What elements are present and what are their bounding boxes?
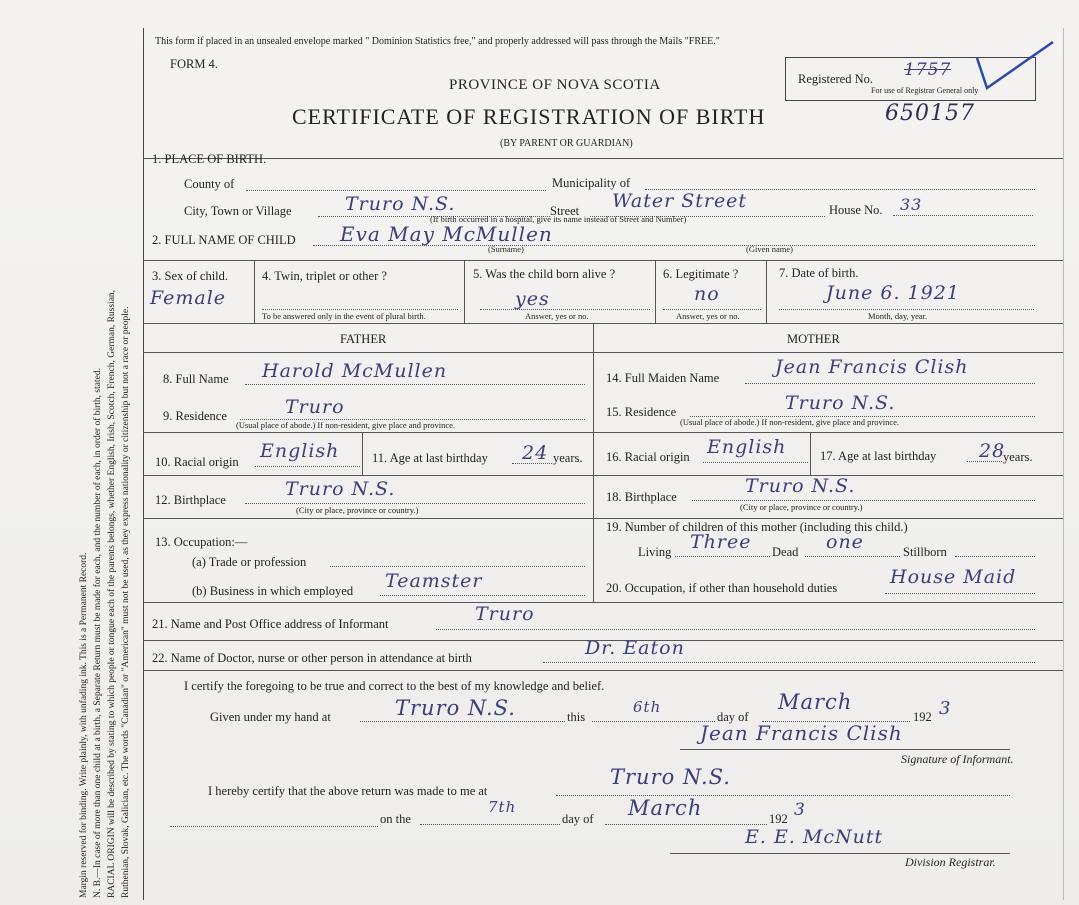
certificate-title: CERTIFICATE OF REGISTRATION OF BIRTH: [292, 104, 766, 129]
alive-label: 5. Was the child born alive ?: [473, 267, 616, 281]
divider: [766, 260, 767, 323]
alive-value: yes: [515, 288, 550, 310]
sex-label: 3. Sex of child.: [152, 269, 229, 283]
business-value: Teamster: [385, 570, 483, 592]
mother-residence-value: Truro N.S.: [785, 392, 896, 414]
living-value: Three: [690, 531, 752, 553]
rule: [245, 503, 585, 504]
certify-day-of-label: day of: [717, 710, 749, 724]
mother-birthplace-note: (City or place, province or country.): [740, 502, 863, 512]
registrar-year-prefix: 192: [769, 812, 788, 826]
registrar-certify-text: I hereby certify that the above return was made to me at: [208, 784, 488, 798]
father-race-label: 10. Racial origin: [155, 455, 239, 469]
given-label: Given under my hand at: [210, 710, 331, 724]
certify-year-prefix: 192: [913, 710, 932, 724]
street-value: Water Street: [612, 190, 748, 212]
divider: [464, 260, 465, 323]
rule: [779, 309, 1034, 310]
rule: [262, 309, 458, 310]
rule: [680, 749, 1010, 750]
rule: [893, 215, 1033, 216]
divider: [143, 323, 1063, 324]
divider: [1063, 28, 1064, 900]
registrar-month-value: March: [628, 796, 703, 820]
rule: [330, 566, 585, 567]
informant-signature: Jean Francis Clish: [700, 721, 903, 745]
province-heading: PROVINCE OF NOVA SCOTIA: [449, 77, 661, 93]
dob-value: June 6. 1921: [826, 282, 960, 304]
hospital-note: (If birth occurred in a hospital, give its name instead of Street and Number): [430, 214, 687, 224]
informant-label: 21. Name and Post Office address of Informant: [152, 617, 389, 631]
registrar-signature: E. E. McNutt: [745, 826, 884, 848]
margin-note-1: Margin reserved for binding. Write plainly, with unfading ink. This is a Permanent Record.: [79, 552, 89, 898]
rule: [675, 556, 770, 557]
certify-year-value: 3: [939, 698, 952, 719]
divider: [143, 432, 1063, 433]
house-value: 33: [900, 195, 923, 214]
father-birthplace-value: Truro N.S.: [285, 478, 396, 500]
dob-label: 7. Date of birth.: [779, 266, 859, 280]
mother-name-label: 14. Full Maiden Name: [606, 371, 720, 385]
mother-residence-note: (Usual place of abode.) If non-resident, give place and province.: [680, 417, 900, 427]
place-heading: 1. PLACE OF BIRTH.: [152, 152, 267, 166]
rule: [170, 826, 378, 827]
rule: [955, 556, 1035, 557]
divider: [143, 670, 1063, 671]
street-label: Street: [550, 204, 580, 218]
sex-value: Female: [150, 287, 227, 309]
mother-occupation-value: House Maid: [890, 566, 1017, 588]
divider: [143, 158, 1063, 159]
dob-note: Month, day, year.: [868, 311, 928, 321]
mother-name-value: Jean Francis Clish: [775, 356, 969, 378]
divider: [593, 323, 594, 602]
rule: [605, 824, 767, 825]
father-heading: FATHER: [340, 332, 387, 346]
father-residence-note: (Usual place of abode.) If non-resident, give place and province.: [236, 420, 456, 430]
divider: [143, 602, 1063, 603]
child-name-value: Eva May McMullen: [340, 222, 553, 246]
rule: [380, 595, 585, 596]
form-number: FORM 4.: [170, 57, 218, 71]
rule: [663, 309, 761, 310]
informant-value: Truro: [475, 603, 535, 625]
certify-text: I certify the foregoing to be true and correct to the best of my knowledge and belief.: [184, 679, 605, 693]
stillborn-label: Stillborn: [903, 545, 947, 559]
mail-note: This form if placed in an unsealed envelope marked " Dominion Statistics free," and properly addressed will pass through the Mails "FREE.": [155, 36, 720, 47]
father-age-label: 11. Age at last birthday: [372, 451, 488, 465]
given-name-note: (Given name): [746, 244, 793, 254]
mother-race-label: 16. Racial origin: [606, 450, 690, 464]
rule: [255, 466, 360, 467]
father-birthplace-note: (City or place, province or country.): [296, 505, 419, 515]
occupation-label: 13. Occupation:—: [155, 535, 248, 549]
on-the-label: on the: [380, 812, 411, 826]
rule: [745, 383, 1035, 384]
divider: [254, 260, 255, 323]
rule: [543, 662, 1035, 663]
divider: [143, 475, 1063, 476]
father-years: years.: [553, 451, 583, 465]
rule: [480, 309, 650, 310]
legitimate-value: no: [694, 283, 720, 305]
doctor-label: 22. Name of Doctor, nurse or other person in attendance at birth: [152, 651, 472, 665]
rule: [246, 190, 546, 191]
rule: [703, 462, 808, 463]
margin-note-3: RACIAL ORIGIN will be described by stating to which people or tongue each of the parents belongs, whether English, Irish, Scotch, French, German, Russian,: [107, 289, 117, 898]
rule: [805, 556, 900, 557]
twin-label: 4. Twin, triplet or other ?: [262, 269, 387, 283]
rule: [420, 824, 560, 825]
mother-heading: MOTHER: [787, 332, 840, 346]
rule: [592, 721, 715, 722]
mother-age-value: 28: [979, 440, 1006, 462]
margin-note-4: Ruthenian, Slovak, Galician, etc. The words "Canadian" or "American" must not be used, as they express nationality or citizenship but not a race or people.: [121, 306, 131, 898]
rule: [885, 593, 1035, 594]
divider: [362, 432, 363, 475]
business-label: (b) Business in which employed: [192, 584, 354, 598]
father-age-value: 24: [522, 442, 549, 464]
registrar-day-value: 7th: [488, 798, 517, 816]
certificate-number: 650157: [885, 101, 975, 126]
certificate-subtitle: (BY PARENT OR GUARDIAN): [500, 138, 633, 149]
child-name-label: 2. FULL NAME OF CHILD: [152, 233, 296, 247]
surname-note: (Surname): [488, 244, 524, 254]
children-label: 19. Number of children of this mother (including this child.): [606, 520, 908, 534]
city-label: City, Town or Village: [184, 204, 292, 218]
mother-residence-label: 15. Residence: [606, 405, 677, 419]
informant-signature-label: Signature of Informant.: [901, 752, 1014, 766]
registrar-signature-label: Division Registrar.: [905, 855, 996, 869]
father-name-value: Harold McMullen: [262, 360, 448, 382]
divider: [655, 260, 656, 323]
rule: [692, 500, 1035, 501]
registrar-day-of-label: day of: [562, 812, 594, 826]
living-label: Living: [638, 545, 672, 559]
dead-value: one: [826, 531, 864, 553]
legitimate-label: 6. Legitimate ?: [663, 267, 739, 281]
municipality-label: Municipality of: [552, 176, 631, 190]
registrar-note: For use of Registrar General only: [871, 86, 979, 95]
father-residence-label: 9. Residence: [163, 409, 227, 423]
divider: [143, 518, 1063, 519]
city-value: Truro N.S.: [345, 193, 456, 215]
registered-label: Registered No.: [798, 72, 873, 86]
mother-race-value: English: [707, 436, 787, 458]
alive-note: Answer, yes or no.: [525, 311, 589, 321]
rule: [670, 853, 1010, 854]
mother-age-label: 17. Age at last birthday: [820, 449, 937, 463]
certify-day-value: 6th: [633, 698, 662, 716]
mother-occupation-label: 20. Occupation, if other than household duties: [606, 581, 838, 595]
check-mark-icon: [975, 38, 1057, 96]
father-name-label: 8. Full Name: [163, 372, 229, 386]
trade-label: (a) Trade or profession: [192, 555, 307, 569]
mother-years: years.: [1003, 450, 1033, 464]
house-label: House No.: [829, 203, 883, 217]
father-residence-value: Truro: [285, 396, 345, 418]
dead-label: Dead: [772, 545, 799, 559]
doctor-value: Dr. Eaton: [585, 637, 685, 659]
rule: [245, 384, 585, 385]
certify-month-value: March: [778, 690, 853, 714]
given-place-value: Truro N.S.: [395, 696, 516, 720]
divider: [143, 352, 1063, 353]
this-label: this: [567, 710, 586, 724]
registrar-year-value: 3: [794, 800, 806, 820]
rule: [556, 795, 1010, 796]
county-label: County of: [184, 177, 235, 191]
mother-birthplace-label: 18. Birthplace: [606, 490, 677, 504]
father-birthplace-label: 12. Birthplace: [155, 493, 226, 507]
twin-note: To be answered only in the event of plural birth.: [262, 311, 426, 321]
registrar-place-value: Truro N.S.: [610, 765, 731, 789]
registered-value: 1757: [904, 60, 952, 80]
rule: [436, 629, 1035, 630]
rule: [360, 721, 565, 722]
divider: [143, 260, 1063, 261]
margin-note-2: N. B.—In case of more than one child at a birth, a Separate Return must be made for each, and the number of each, in order of birth, stated.: [93, 368, 103, 898]
father-race-value: English: [260, 440, 340, 462]
legitimate-note: Answer, yes or no.: [676, 311, 740, 321]
divider: [810, 432, 811, 475]
mother-birthplace-value: Truro N.S.: [745, 475, 856, 497]
